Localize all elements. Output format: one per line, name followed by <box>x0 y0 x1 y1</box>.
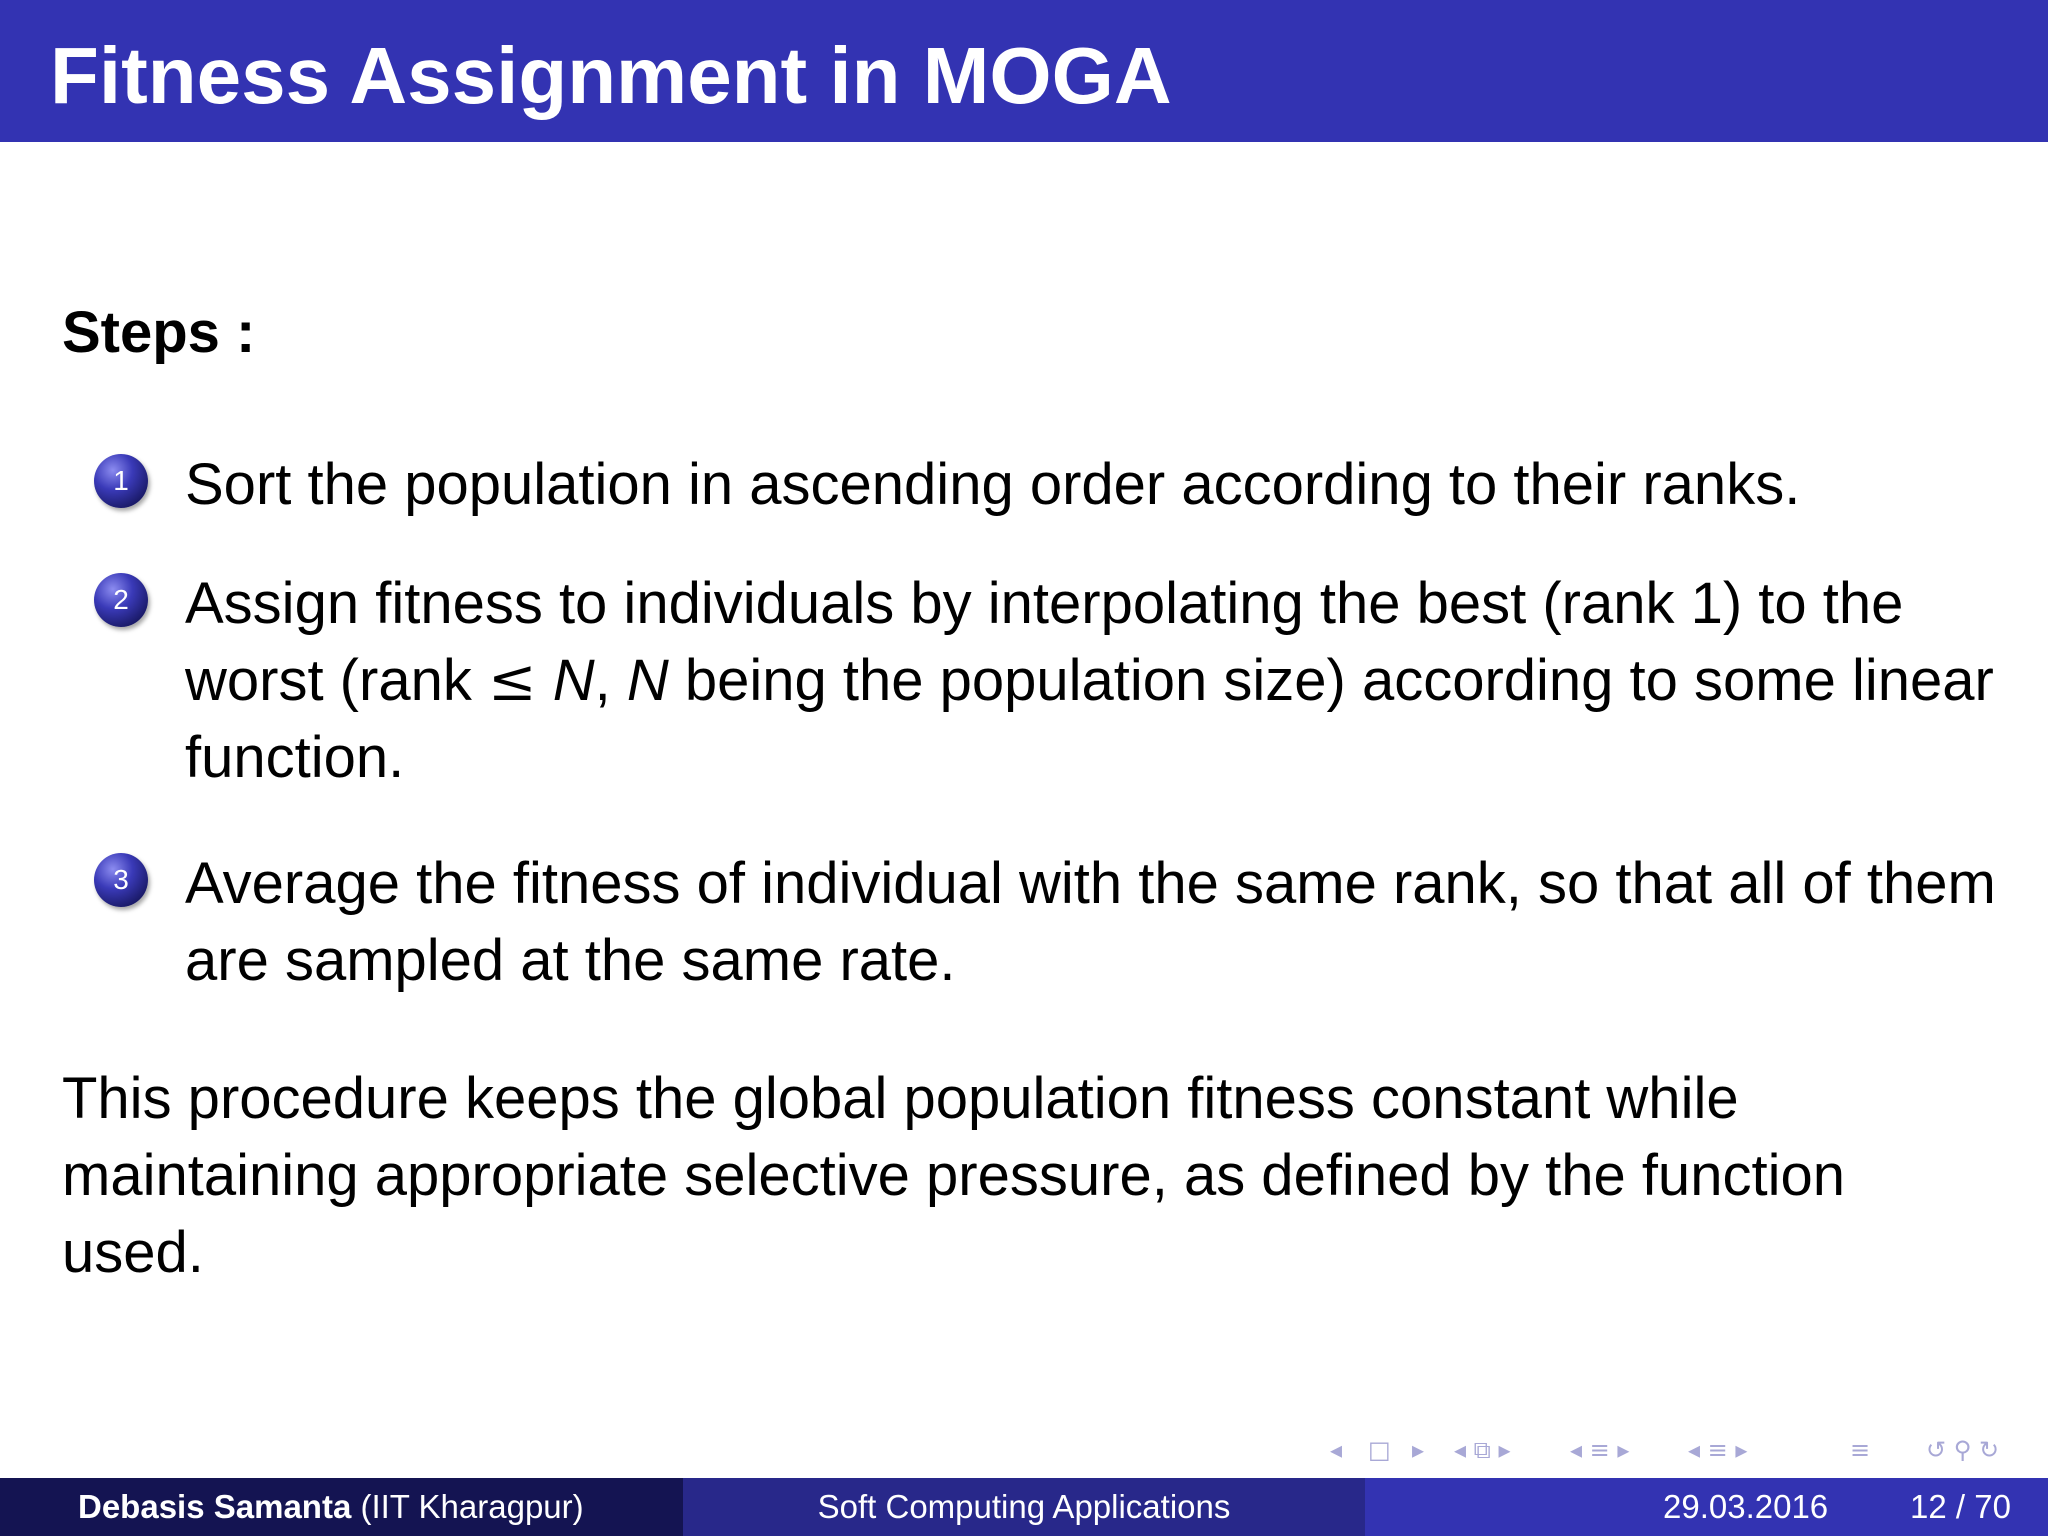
nav-section-icon[interactable]: ◂ ≡ ▸ <box>1570 1436 1630 1464</box>
nav-right-arrow-icon[interactable]: ▸ <box>1412 1436 1425 1464</box>
nav-frame-icon[interactable]: □ <box>1368 1436 1391 1464</box>
nav-subsection-icon[interactable]: ◂ ⧉ ▸ <box>1454 1436 1511 1464</box>
footer-course-section <box>683 1478 1365 1536</box>
nav-left-arrow-icon[interactable]: ◂ <box>1330 1436 1343 1464</box>
date: 29.03.2016 <box>1663 1488 1829 1525</box>
step-number-badge: 1 <box>94 454 148 508</box>
page-number: 12 / 70 <box>1910 1488 2011 1525</box>
math-variable: N <box>552 648 595 713</box>
author-affiliation: (IIT Kharagpur) <box>360 1488 584 1525</box>
step-text-part: being the population size) according to some linear function. <box>185 648 1994 790</box>
nav-subsection-list-icon[interactable]: ◂ ≡ ▸ <box>1688 1436 1748 1464</box>
nav-align-icon[interactable]: ≡ <box>1850 1436 1871 1464</box>
course-title: Soft Computing Applications <box>817 1488 1231 1525</box>
conclusion-text: This procedure keeps the global population fitness constant while maintaining appropriate selective pressure, as defined by the function used. <box>62 1066 1845 1285</box>
leq-symbol: ≤ <box>487 646 537 714</box>
step-number-badge: 3 <box>94 853 148 907</box>
steps-heading: Steps : <box>62 300 256 365</box>
separator: , <box>594 648 627 713</box>
title-bar <box>0 0 2048 142</box>
author-name: Debasis Samanta <box>78 1488 352 1525</box>
step-number-badge: 2 <box>94 573 148 627</box>
step-text: Average the fitness of individual with the same rank, so that all of them are sampled at the same rate. <box>185 851 1996 993</box>
footer <box>0 1478 2048 1536</box>
navigation-bar <box>1330 1432 2030 1468</box>
footer-author-section <box>0 1478 683 1536</box>
slide-title: Fitness Assignment in MOGA <box>50 31 1172 120</box>
step-text-part: Assign fitness to individuals by interpolating the best (rank 1) to the worst (rank <box>185 571 1904 713</box>
math-variable: N <box>626 648 669 713</box>
footer-date-section <box>1365 1478 2048 1536</box>
step-text: Sort the population in ascending order according to their ranks. <box>185 452 1801 517</box>
step-text <box>185 565 2005 796</box>
author <box>78 1478 584 1536</box>
nav-search-icon[interactable]: ↺ ⚲ ↻ <box>1926 1436 2000 1464</box>
